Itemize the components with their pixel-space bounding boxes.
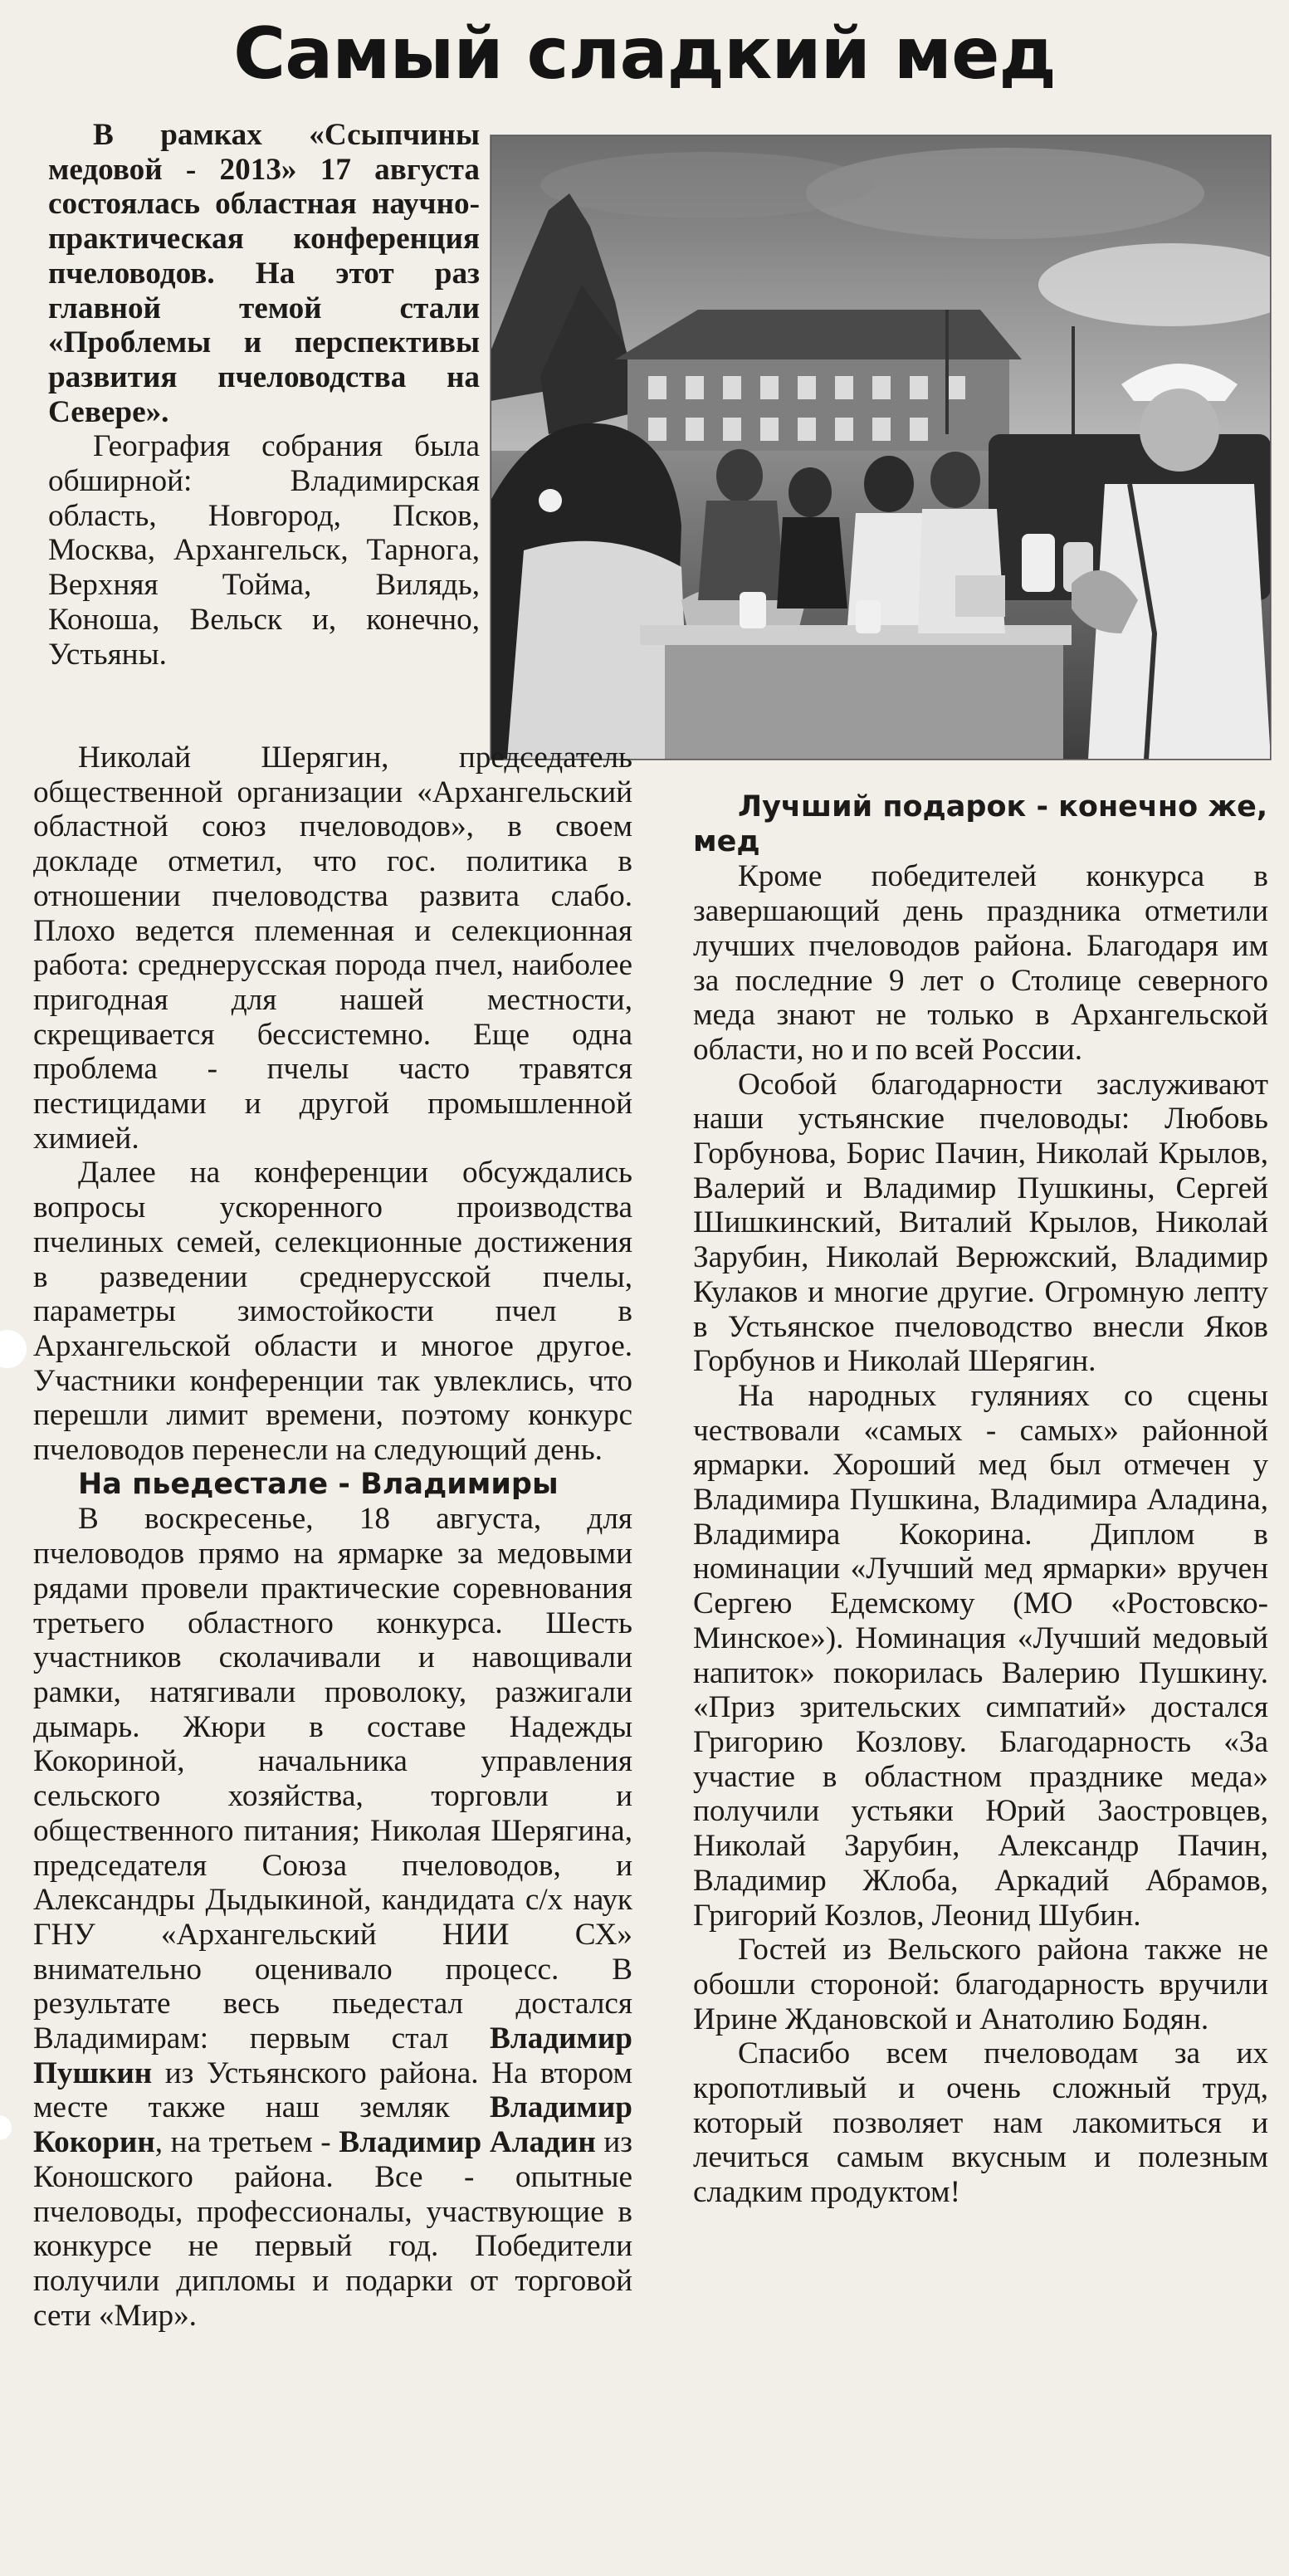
contest-text-1: В воскресенье, 18 августа, для пчеловодов прямо на ярмарке за медовыми рядами провели практические соревнования третьего областного конкурса. Шесть участников сколачивали и навощивали рамки, натягивали проволоку, разжигали дымарь. Жюри в составе Надежды Кокориной, начальника управления сельского хозяйства, торговли и общественного питания; Николая Шерягина, председателя Союза пчеловодов, и Александры Дыдыкиной, кандидата с/х наук ГНУ «Архангельский НИИ СХ» внимательно оценивало процесс. В результате весь пьедестал достался Владимирам: первым стал — [33, 1502, 632, 2056]
paragraph-final: Спасибо всем пчеловодам за их кропотливый и очень сложный труд, который позволяет нам лакомиться и лечиться самым вкусным и полезным сладким продуктом! — [693, 2036, 1268, 2210]
winner-first: Владимир Пушкин — [33, 2021, 632, 2090]
article-lead: В рамках «Ссыпчины медовой - 2013» 17 августа состоялась областная научно-практическая конференция пчеловодов. На этот раз главной темой стали «Проблемы и перспективы развития пчеловодства на Севере». — [48, 118, 480, 429]
contest-text-3: , на третьем - — [154, 2125, 339, 2160]
left-body-column — [33, 741, 632, 2333]
subhead-podium: На пьедестале - Владимиры — [78, 1467, 559, 1501]
paragraph-thanks: Особой благодарности заслуживают наши устьянские пчеловоды: Любовь Горбунова, Борис Пачин, Николай Крылов, Валерий и Владимир Пушкины, Сергей Шишкинский, Виталий Крылов, Николай Зарубин, Николай Верюжский, Владимир Кулаков и многие другие. Огромную лепту в Устьянское пчеловодство внесли Яков Горбунов и Николай Шерягин. — [693, 1067, 1268, 1379]
punch-hole — [0, 2115, 12, 2140]
article-title: Самый сладкий мед — [233, 12, 1056, 95]
subhead-gift: Лучший подарок - конечно же, мед — [693, 790, 1268, 858]
paragraph-conference: Далее на конференции обсуждались вопросы ускоренного производства пчелиных семей, селекционные достижения в разведении среднерусской пчелы, параметры зимостойкости пчел в Архангельской области и многое другое. Участники конференции так увлеклись, что перешли лимит времени, поэтому конкурс пчеловодов перенесли на следующий день. — [33, 1156, 632, 1468]
paragraph-festival: На народных гуляниях со сцены чествовали «самых - самых» районной ярмарки. Хороший мед был отмечен у Владимира Пушкина, Владимира Аладина, Владимира Кокорина. Диплом в номинации «Лучший мед ярмарки» вручен Сергею Едемскому (МО «Ростовско-Минское»). Номинация «Лучший медовый напиток» покорилась Валерию Пушкину. «Приз зрительских симпатий» достался Григорию Козлову. Благодарность «За участие в областном празднике меда» получили устьяки Юрий Заостровцев, Николай Зарубин, Александр Пачин, Владимир Жлоба, Аркадий Абрамов, Григорий Козлов, Леонид Шубин. — [693, 1378, 1268, 1933]
punch-hole — [0, 1330, 27, 1368]
contest-text-4: из Коношского района. Все - опытные пчеловоды, профессионалы, участвующие в конкурсе не первый год. Победители получили дипломы и подарки от торговой сети «Мир». — [33, 2125, 632, 2333]
contest-text-2: из Устьянского района. На втором месте также наш земляк — [33, 2055, 632, 2125]
right-body-column — [693, 790, 1268, 2210]
paragraph-geography: География собрания была обширной: Владимирская область, Новгород, Псков, Москва, Архангельск, Тарнога, Верхняя Тойма, Вилядь, Коноша, Вельск и, конечно, Устьяны. — [48, 429, 480, 672]
paragraph-winners: Кроме победителей конкурса в завершающий день праздника отметили лучших пчеловодов района. Благодаря им за последние 9 лет о Столице северного меда знают не только в Архангельской области, но и по всей России. — [693, 859, 1268, 1067]
paragraph-velsk: Гостей из Вельского района также не обошли стороной: благодарность вручили Ирине Ждановской и Анатолию Бодян. — [693, 1933, 1268, 2036]
winner-second: Владимир Кокорин — [33, 2090, 632, 2160]
paragraph-contest — [33, 1502, 632, 2333]
paragraph-sheryagin: Николай Шерягин, председатель общественной организации «Архангельский областной союз пчеловодов», в своем докладе отметил, что гос. политика в отношении пчеловодства развита слабо. Плохо ведется племенная и селекционная работа: среднерусская порода пчел, наиболее пригодная для нашей местности, скрещивается бессистемно. Еще одна проблема - пчелы часто травятся пестицидами и другой промышленной химией. — [33, 741, 632, 1156]
beekeepers-fair-photo — [490, 134, 1272, 760]
winner-third: Владимир Аладин — [339, 2125, 596, 2160]
intro-column — [48, 118, 480, 672]
